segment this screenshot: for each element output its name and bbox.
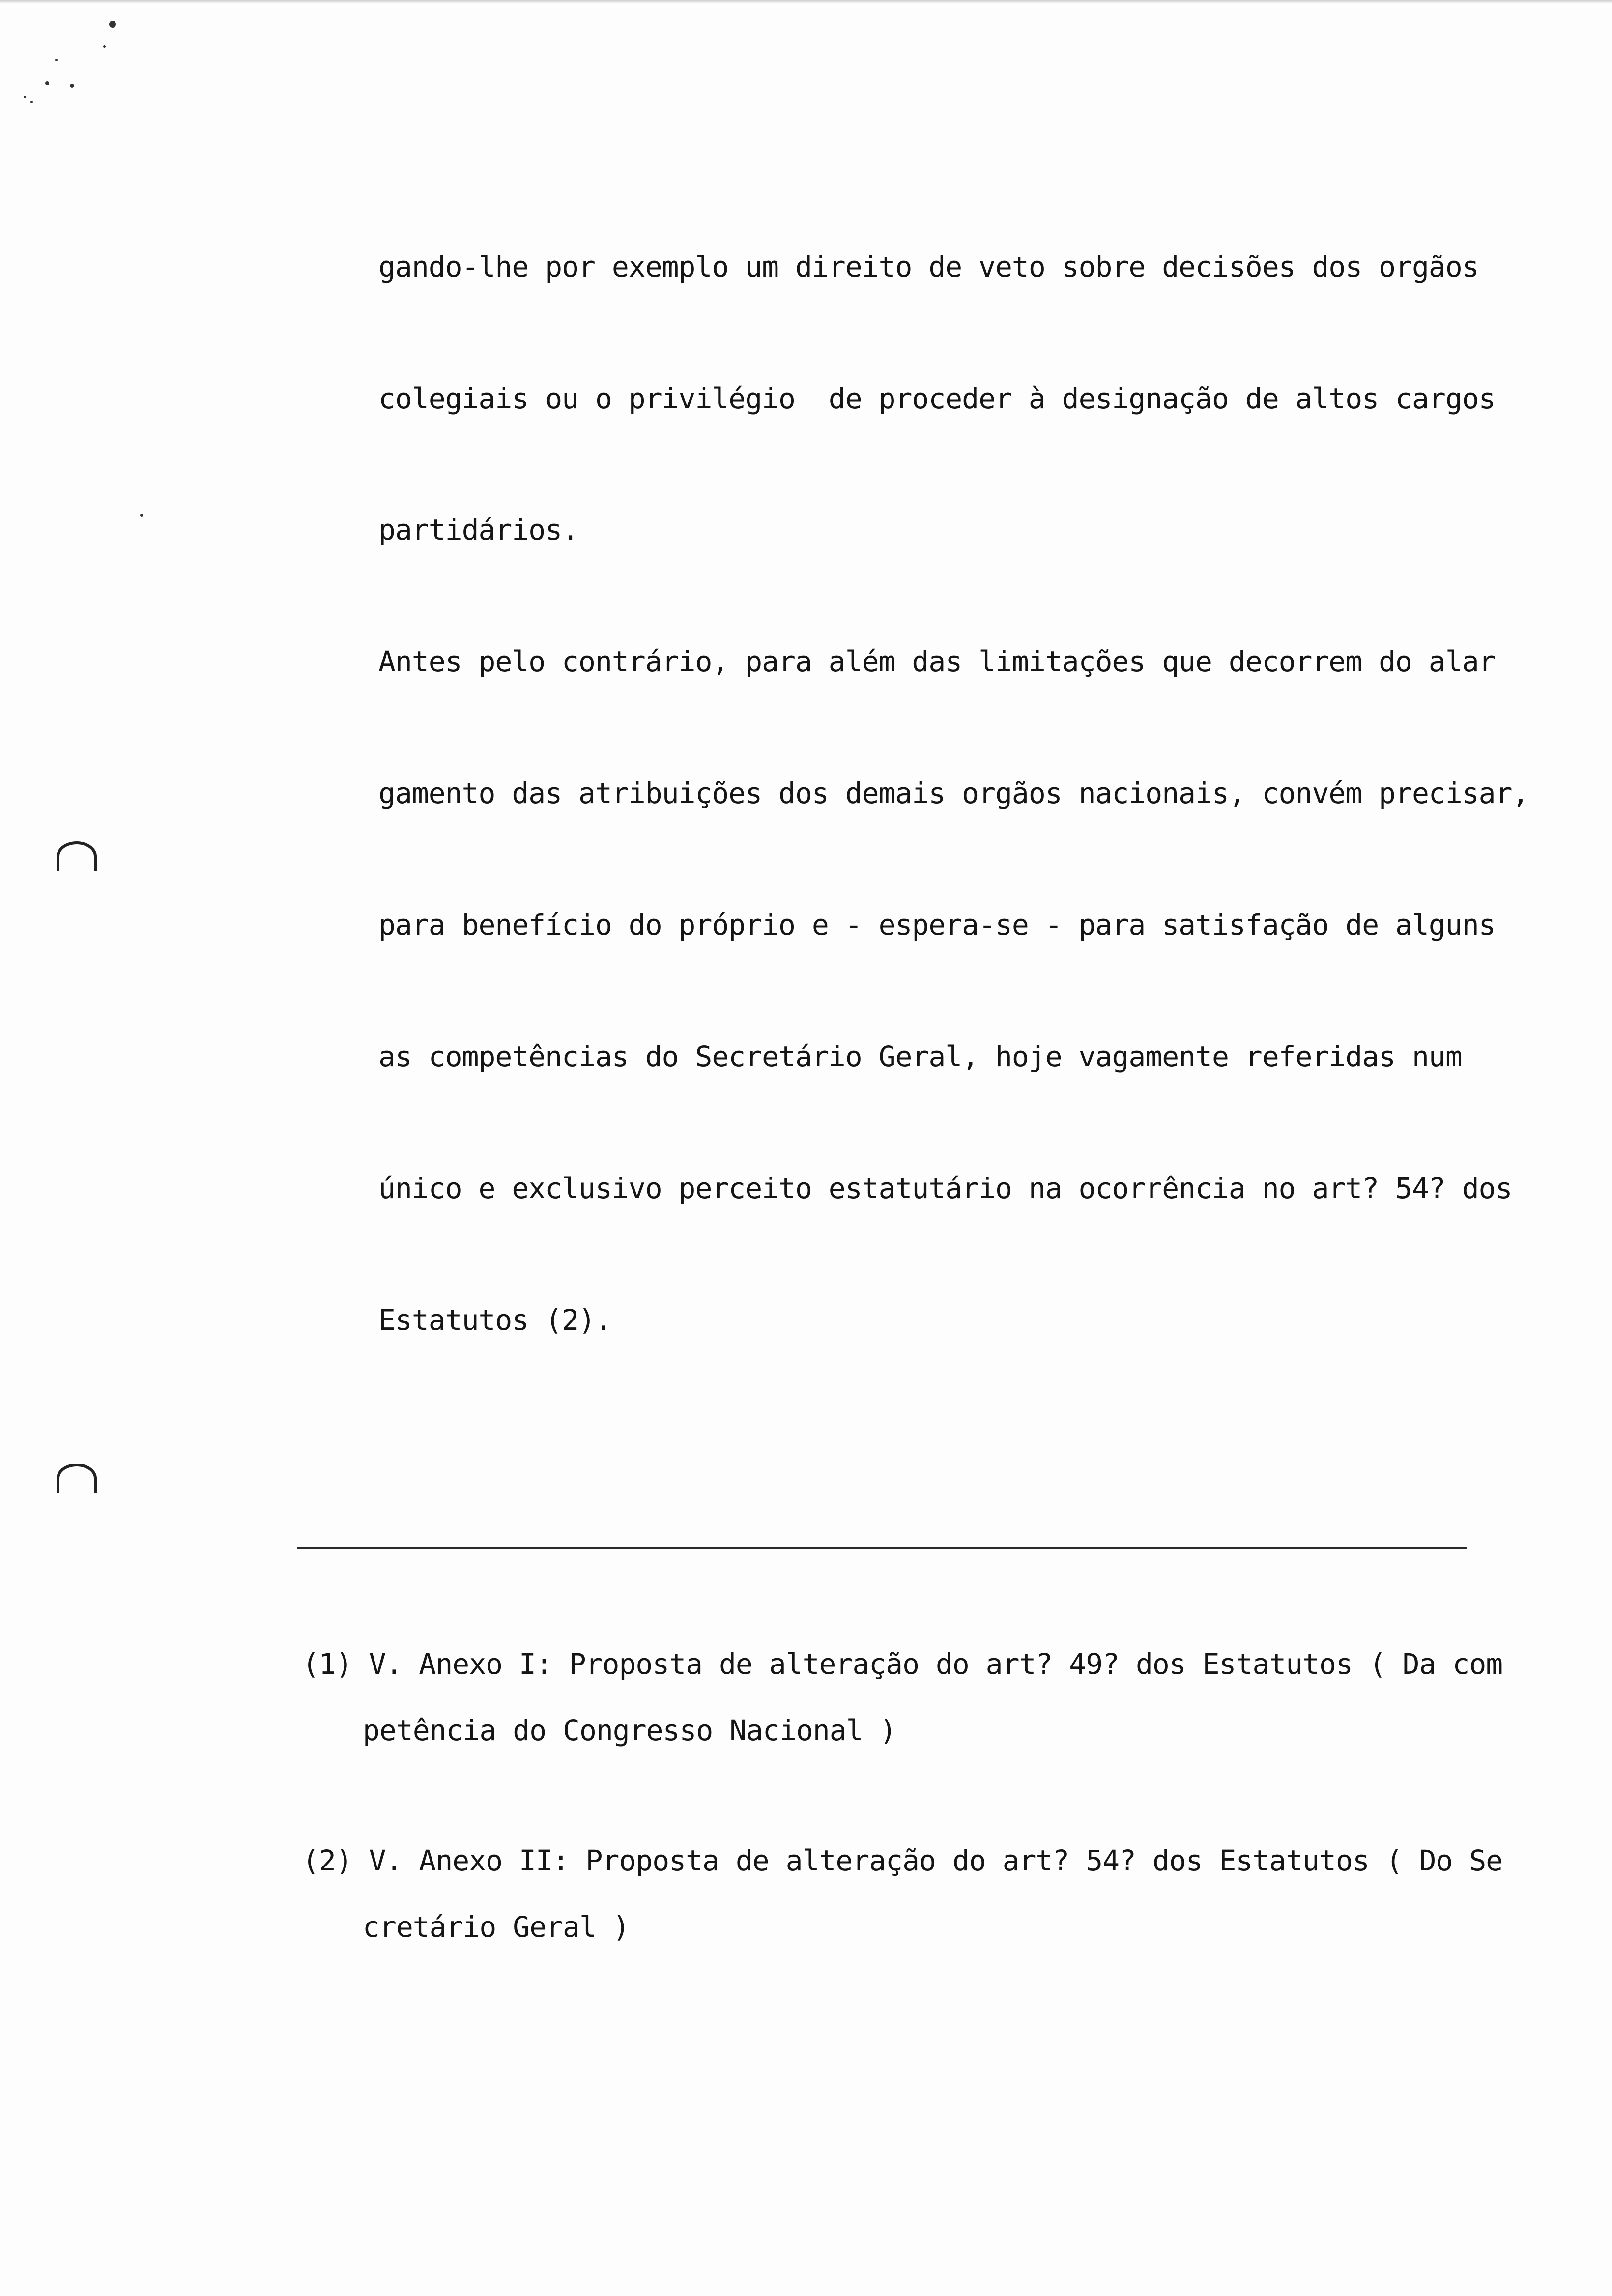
punch-hole-top (57, 841, 97, 871)
scan-speck (55, 59, 58, 61)
body-line: para benefício do próprio e - espera-se - para satisfação de alguns (378, 908, 1496, 942)
punch-hole-bottom (57, 1464, 97, 1493)
scan-speck (45, 81, 49, 85)
body-line: gando-lhe por exemplo um direito de veto sobre decisões dos orgãos (378, 250, 1479, 284)
body-line: único e exclusivo perceito estatutário na ocorrência no art? 54? dos (378, 1172, 1512, 1205)
footnote-2-line-2: cretário Geral ) (363, 1910, 630, 1944)
scan-speck (70, 84, 74, 88)
body-line: Estatutos (2). (378, 1303, 612, 1337)
body-line: partidários. (378, 513, 579, 546)
scan-top-edge (0, 0, 1612, 3)
body-line: Antes pelo contrário, para além das limitações que decorrem do alar (378, 645, 1496, 678)
body-line: as competências do Secretário Geral, hoje vagamente referidas num (378, 1040, 1462, 1073)
footnote-separator (297, 1547, 1467, 1549)
scan-speck (103, 45, 106, 48)
scan-speck (30, 101, 33, 103)
scan-speck (140, 514, 143, 517)
footnote-1-line-1: (1) V. Anexo I: Proposta de alteração do art? 49? dos Estatutos ( Da com (302, 1647, 1503, 1681)
scan-speck (24, 96, 26, 98)
body-line: gamento das atribuições dos demais orgãos nacionais, convém precisar, (378, 776, 1529, 810)
footnote-1-line-2: petência do Congresso Nacional ) (363, 1714, 896, 1747)
footnote-2-line-1: (2) V. Anexo II: Proposta de alteração do art? 54? dos Estatutos ( Do Se (302, 1844, 1503, 1877)
scan-speck (109, 21, 116, 28)
body-line: colegiais ou o privilégio de proceder à designação de altos cargos (378, 382, 1496, 415)
